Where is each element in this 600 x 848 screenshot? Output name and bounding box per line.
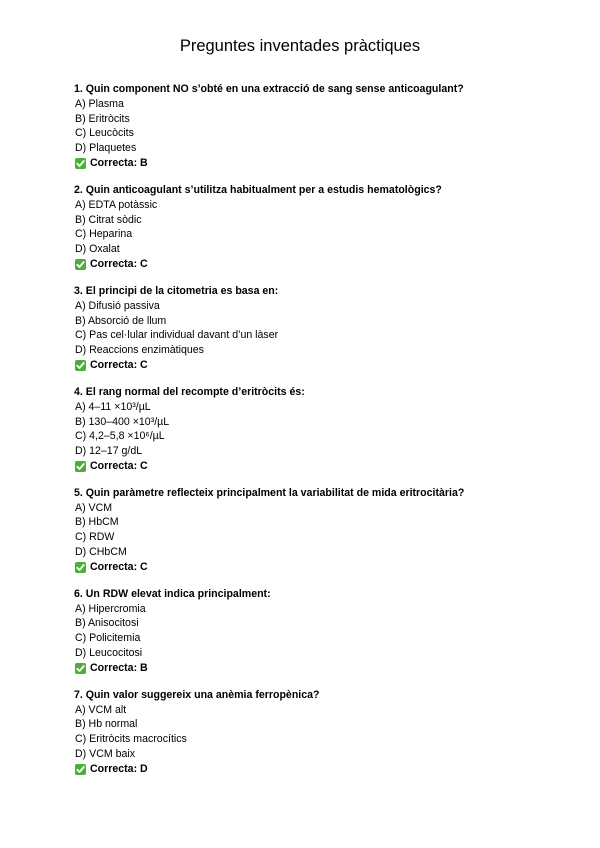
question-list xyxy=(74,82,574,789)
answer-text: Correcta: B xyxy=(90,156,148,169)
answer-option: D) Leucocitosi xyxy=(75,647,143,660)
question-item xyxy=(74,385,574,474)
answer-option: B) Absorció de llum xyxy=(75,314,167,327)
correct-answer xyxy=(74,560,574,575)
answer-option: D) Reaccions enzimàtiques xyxy=(75,344,204,357)
answer-option: A) Difusió passiva xyxy=(75,299,160,312)
answer-option: A) Plasma xyxy=(75,97,124,110)
answer-text: Correcta: C xyxy=(90,358,148,371)
answer-option: C) RDW xyxy=(75,531,115,544)
answer-option: D) 12–17 g/dL xyxy=(75,445,143,458)
answer-option: B) 130–400 ×10³/µL xyxy=(75,415,170,428)
question-item xyxy=(74,183,574,272)
option-list xyxy=(74,299,574,358)
page-title: Preguntes inventades pràctiques xyxy=(179,37,421,55)
answer-option: C) Pas cel·lular individual davant d’un làser xyxy=(75,329,279,342)
answer-option: A) Hipercromia xyxy=(75,602,146,615)
question-text: 4. El rang normal del recompte d’eritròcits és: xyxy=(74,385,305,398)
question-item xyxy=(74,688,574,777)
option-list xyxy=(74,198,574,257)
question-text: 7. Quin valor suggereix una anèmia ferropènica? xyxy=(74,688,320,701)
question-text: 2. Quin anticoagulant s’utilitza habitualment per a estudis hematològics? xyxy=(74,183,442,196)
question-item xyxy=(74,284,574,373)
answer-option: D) Oxalat xyxy=(75,243,120,256)
answer-option: B) HbCM xyxy=(75,516,119,529)
answer-option: B) Citrat sòdic xyxy=(75,213,142,226)
check-mark-icon xyxy=(75,562,86,573)
answer-text: Correcta: C xyxy=(90,459,148,472)
check-mark-icon xyxy=(75,158,86,169)
check-mark-icon xyxy=(75,259,86,270)
question-text: 6. Un RDW elevat indica principalment: xyxy=(74,587,271,600)
answer-option: C) Eritròcits macrocítics xyxy=(75,733,187,746)
answer-option: C) 4,2–5,8 ×10⁶/µL xyxy=(75,430,165,443)
question-item xyxy=(74,587,574,676)
correct-answer xyxy=(74,358,574,373)
answer-option: C) Policitemia xyxy=(75,632,141,645)
answer-text: Correcta: C xyxy=(90,257,148,270)
answer-option: C) Heparina xyxy=(75,228,133,241)
answer-option: B) Eritròcits xyxy=(75,112,130,125)
answer-option: A) EDTA potàssic xyxy=(75,198,158,211)
answer-option: C) Leucòcits xyxy=(75,127,134,140)
option-list xyxy=(74,501,574,560)
answer-text: Correcta: B xyxy=(90,661,148,674)
question-item xyxy=(74,486,574,575)
correct-answer xyxy=(74,762,574,777)
question-item xyxy=(74,82,574,171)
correct-answer xyxy=(74,459,574,474)
question-text: 1. Quin component NO s’obté en una extracció de sang sense anticoagulant? xyxy=(74,83,464,95)
check-mark-icon xyxy=(75,663,86,674)
question-text: 5. Quin paràmetre reflecteix principalment la variabilitat de mida eritrocitària? xyxy=(74,486,465,499)
answer-text: Correcta: C xyxy=(90,560,148,573)
option-list xyxy=(74,703,574,762)
answer-option: B) Hb normal xyxy=(75,718,138,731)
check-mark-icon xyxy=(75,360,86,371)
correct-answer xyxy=(74,257,574,272)
option-list xyxy=(74,400,574,459)
correct-answer xyxy=(74,156,574,171)
answer-option: D) VCM baix xyxy=(75,748,136,760)
answer-option: D) Plaquetes xyxy=(75,142,137,155)
answer-option: D) CHbCM xyxy=(75,546,127,559)
answer-option: A) VCM alt xyxy=(75,703,127,716)
correct-answer xyxy=(74,661,574,676)
answer-text: Correcta: D xyxy=(90,762,148,775)
option-list xyxy=(74,602,574,661)
answer-option: A) 4–11 ×10³/µL xyxy=(75,400,151,413)
check-mark-icon xyxy=(75,461,86,472)
option-list xyxy=(74,97,574,156)
answer-option: B) Anisocitosi xyxy=(75,617,139,630)
question-text: 3. El principi de la citometria es basa en: xyxy=(74,284,279,297)
check-mark-icon xyxy=(75,764,86,775)
answer-option: A) VCM xyxy=(75,501,113,514)
